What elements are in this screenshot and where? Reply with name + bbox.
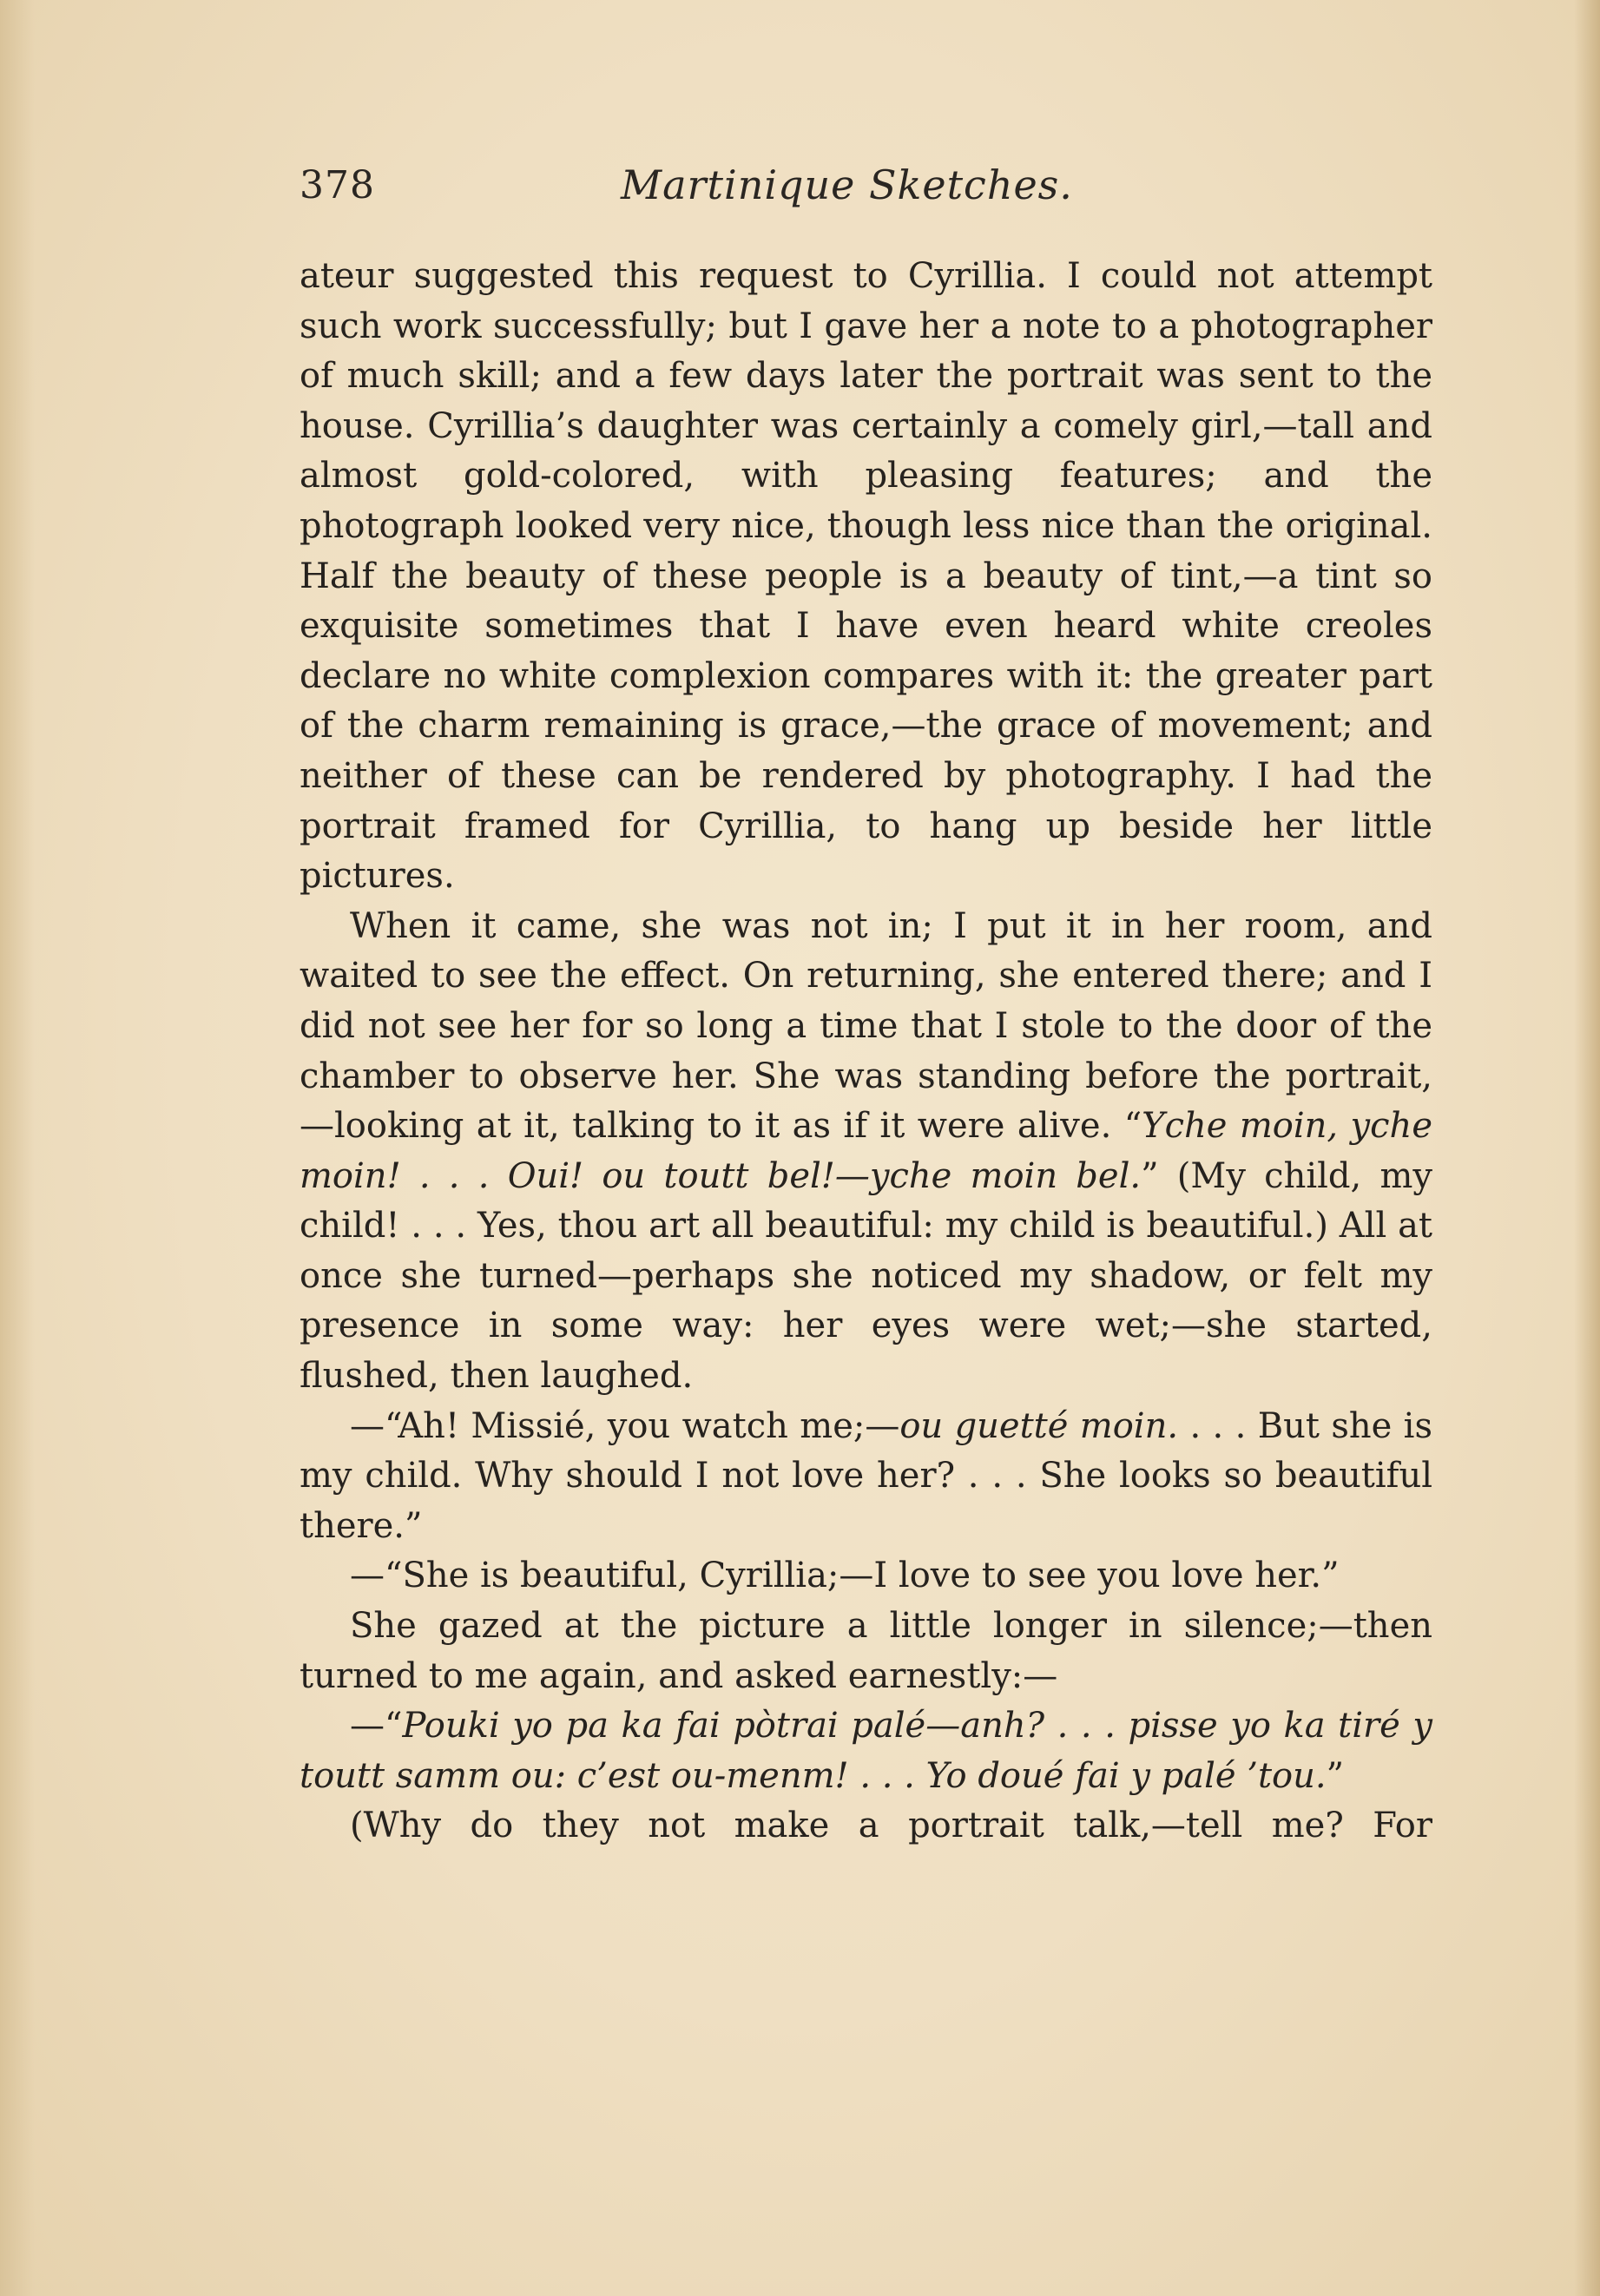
creole-quote: ou guetté moin. <box>899 1405 1179 1446</box>
page-gutter-shadow <box>0 0 35 2296</box>
running-head: Martinique Sketches. <box>621 161 1073 208</box>
paragraph-6: —“Pouki yo pa ka fai pòtrai palé—anh? . . . pisse yo ka tiré y toutt samm ou: c’est ou-menm! . . . Yo doué fai y palé ’tou.” <box>300 1706 1432 1796</box>
page-number: 378 <box>300 163 375 207</box>
paragraph-4: —“She is beautiful, Cyrillia;—I love to see you love her.” <box>350 1556 1340 1596</box>
creole-quote: Pouki yo pa ka fai pòtrai palé—anh? . . . pisse yo ka tiré y toutt samm ou: c’est ou-menm! . . . Yo doué fai y palé ’tou. <box>300 1706 1432 1796</box>
paragraph-2: When it came, she was not in; I put it in her room, and waited to see the effect. On returning, she entered there; and I did not see her for so long a time that I stole to the door of the chamber to observe her. She was standing before the portrait,—looking at it, talking to it as if it were alive. “Yche moin, yche moin! . . . Oui! ou toutt bel!—yche moin bel.” (My child, my child! . . . Yes, thou art all beautiful: my child is beautiful.) All at once she turned—perhaps she noticed my shadow, or felt my presence in some way: her eyes were wet;—she started, flushed, then laughed. <box>300 905 1433 1397</box>
paragraph-5: She gazed at the picture a little longer in silence;—then turned to me again, and asked earnestly:— <box>300 1606 1432 1696</box>
paragraph-3: —“Ah! Missié, you watch me;—ou guetté moin. . . . But she is my child. Why should I not love her? . . . She looks so beautiful there.” <box>300 1405 1432 1546</box>
paragraph-1: ateur suggested this request to Cyrillia. I could not attempt such work successfully; but I gave her a note to a photographer of much skill; and a few days later the portrait was sent to the house. Cyrillia’s daughter was certainly a comely girl,—tall and almost gold-colored, with pleasing features; and the photograph looked very nice, though less nice than the original. Half the beauty of these people is a beauty of tint,—a tint so exquisite sometimes that I have even heard white creoles declare no white complexion compares with it: the greater part of the charm remaining is grace,—the grace of movement; and neither of these can be rendered by photography. I had the portrait framed for Cyrillia, to hang up beside her little pictures. <box>300 256 1432 897</box>
body-text <box>300 252 1432 1852</box>
page-header <box>300 163 1432 224</box>
paragraph-7: (Why do they not make a portrait talk,—tell me? For <box>350 1806 1432 1846</box>
creole-quote: Yche moin, yche moin! . . . Oui! ou toutt bel!—yche moin bel. <box>300 1106 1432 1196</box>
page-edge-shadow <box>1574 0 1600 2296</box>
